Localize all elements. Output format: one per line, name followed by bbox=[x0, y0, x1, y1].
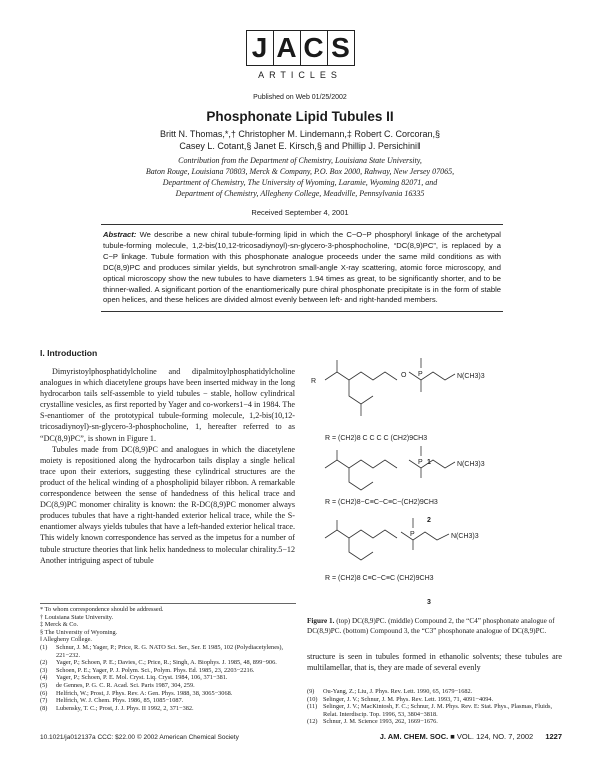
author-list bbox=[0, 128, 600, 152]
reference-item bbox=[307, 703, 562, 718]
reference-text: Schnur, J. M. Science 1993, 262, 1669−1676. bbox=[323, 718, 438, 726]
reference-number: (7) bbox=[40, 697, 48, 705]
reference-number: (12) bbox=[307, 718, 318, 726]
reference-item bbox=[307, 688, 562, 696]
compound-number: 3 bbox=[427, 599, 431, 606]
affiliation-line: Baton Rouge, Louisiana 70803, Merck & Company, P.O. Box 2000, Rahway, New Jersey 07065, bbox=[145, 167, 455, 176]
reference-text: Helfrich, W.; Prost, J. Phys. Rev. A: Gen. Phys. 1988, 38, 3065−3068. bbox=[56, 689, 233, 697]
reference-list bbox=[307, 688, 562, 726]
affiliations bbox=[0, 155, 600, 199]
body-left-column bbox=[40, 366, 295, 566]
reference-text: Yager, P.; Schoen, P. E. Mol. Cryst. Liq. Cryst. 1984, 106, 371−381. bbox=[56, 674, 228, 682]
journal-logo bbox=[0, 30, 600, 66]
structure-3 bbox=[325, 518, 449, 560]
page-title: Phosphonate Lipid Tubules II bbox=[206, 109, 394, 124]
logo-letter: A bbox=[274, 31, 301, 65]
reference-item bbox=[40, 644, 296, 659]
reference-text: Schnur, J. M.; Yager, P.; Price, R. G. NATO Sci. Ser., Ser. E 1985, 102 (Polydiacetylenes), 221−232. bbox=[56, 643, 284, 659]
logo-letter: J bbox=[247, 31, 274, 65]
chain-label: R = (CH2)8 C C C C (CH2)9CH3 bbox=[325, 435, 428, 442]
publication-date: Published on Web 01/25/2002 bbox=[253, 94, 347, 101]
reference-text: Ou-Yang, Z.; Liu, J. Phys. Rev. Lett. 1990, 65, 1679−1682. bbox=[323, 688, 473, 695]
section-label: ARTICLES bbox=[258, 70, 342, 80]
affiliation-line: Department of Chemistry, The University of Wyoming, Laramie, Wyoming 82071, and bbox=[162, 178, 438, 187]
reference-item bbox=[307, 696, 562, 704]
journal-footer: J. AM. CHEM. SOC. ■ VOL. 124, NO. 7, 2002 1227 bbox=[379, 732, 562, 741]
received-date: Received September 4, 2001 bbox=[251, 208, 349, 217]
reference-item bbox=[40, 674, 296, 682]
footnote: † Louisiana State University. bbox=[40, 613, 114, 621]
reference-text: Lubensky, T. C.; Prost, J. J. Phys. II 1992, 2, 371−382. bbox=[56, 704, 194, 712]
reference-number: (10) bbox=[307, 695, 318, 703]
abstract bbox=[101, 224, 503, 312]
footnote: ‡ Merck & Co. bbox=[40, 621, 79, 629]
abstract-label: Abstract: bbox=[103, 230, 137, 239]
atom-label: O bbox=[401, 372, 407, 379]
atom-label: R bbox=[311, 378, 317, 385]
volume-info: VOL. 124, NO. 7, 2002 bbox=[456, 732, 534, 741]
reference-text: Helfrich, W. J. Chem. Phys. 1986, 85, 1085−1087. bbox=[56, 697, 184, 705]
reference-list-right bbox=[307, 688, 562, 726]
paragraph: Dimyristoylphosphatidylcholine and dipalmitoylphosphatidylcholine analogues in which diacetylene groups have been inserted midway in the long hydrocarbon tails self-assemble to yield tubules − stable, hollow cylindrical crystalline vesicles, as first reported by Yager and co-workers1−4 in 1984. The S-enantiomer of the prototypical tubule-forming molecule, 1,2-bis(10,12-tricosadiynoyl)-sn-glycero-3-phosphocholine, 1, hereafter referred to as “DC(8,9)PC”, is shown in Figure 1. bbox=[40, 367, 295, 443]
footnote: * To whom correspondence should be addressed. bbox=[40, 606, 164, 613]
atom-label: N(CH3)3 bbox=[457, 373, 485, 380]
reference-item bbox=[40, 690, 296, 698]
atom-label: P bbox=[418, 459, 423, 466]
reference-item bbox=[40, 667, 296, 675]
figure-1-structures bbox=[305, 350, 563, 612]
structure-1 bbox=[325, 358, 455, 416]
reference-number: (6) bbox=[40, 689, 48, 697]
reference-number: (2) bbox=[40, 659, 48, 667]
reference-text: Selinger, J. V.; MacKintosh, F. C.; Schnur, J. M. Phys. Rev. E: Stat. Phys., Plasmas, Fluids, Relat. Interdiscip. Top. 1996, 53, 3804−3818. bbox=[323, 703, 553, 718]
chain-label: R = (CH2)8−C≡C−C≡C−(CH2)9CH3 bbox=[325, 499, 438, 506]
atom-label: P bbox=[410, 531, 415, 538]
logo-letter: S bbox=[331, 32, 350, 63]
reference-text: de Gennes, P. G. C. R. Acad. Sci. Paris 1987, 304, 259. bbox=[56, 681, 195, 689]
footnote: ‖ Allegheny College. bbox=[40, 636, 92, 644]
reference-item bbox=[40, 705, 296, 713]
reference-number: (11) bbox=[307, 703, 318, 711]
reference-number: (5) bbox=[40, 681, 48, 689]
notes-and-references bbox=[40, 603, 296, 712]
caption-text: (top) DC(8,9)PC. (middle) Compound 2, the “C4” phosphonate analogue of DC(8,9)PC. (bottom) Compound 3, the “C3” phosphonate analogue of DC(8,9)PC. bbox=[307, 617, 555, 635]
body-right-column: structure is seen in tubules formed in ethanolic solvents; these tubules are multilamellar, that is, they are made of several evenly bbox=[307, 652, 562, 673]
reference-number: (3) bbox=[40, 666, 48, 674]
reference-number: (9) bbox=[307, 688, 315, 695]
compound-number: 1 bbox=[427, 459, 431, 466]
structure-2 bbox=[325, 446, 455, 490]
reference-item bbox=[40, 682, 296, 690]
logo-letter: C bbox=[301, 31, 328, 65]
page-number: 1227 bbox=[545, 732, 562, 741]
atom-label: N(CH3)3 bbox=[451, 533, 479, 540]
caption-label: Figure 1. bbox=[307, 617, 335, 625]
affiliation-line: Contribution from the Department of Chemistry, Louisiana State University, bbox=[178, 156, 422, 165]
atom-label: N(CH3)3 bbox=[457, 461, 485, 468]
paragraph: Tubules made from DC(8,9)PC and analogues in which the diacetylene moiety is repositioned along the hydrocarbon tails display a single helical trace upon their exteriors, suggesting these cylindrical structures are the product of the helical winding of a phospholipid bilayer ribbon. A remarkable correspondence between the sense of handedness of this helical trace and DC(8,9)PC monomer chirality is known: the R-DC(8,9)PC monomer always produces tubules that have a right-handed exterior helical trace, while the S- enantiomer always yields tubules that have a left-handed exterior helical trace. This widely known correspondence has served as the impetus for a number of tubule structure theories that link helix handedness to molecular chirality.5−12 Another intriguing aspect of tubule bbox=[40, 444, 295, 565]
reference-item bbox=[40, 697, 296, 705]
reference-number: (4) bbox=[40, 674, 48, 682]
reference-item bbox=[307, 718, 562, 726]
abstract-text: We describe a new chiral tubule-forming lipid in which the C−O−P phosphoryl linkage of the archetypal tubule-forming molecule, 1,2-bis(10,12-tricosadiynoyl)-sn-glycero-3-phosphocholine, “DC(8,9)PC”, is replaced by a C−P linkage. Tubule formation with this phosphonate analogue proceeds under the same mild conditions as with DC(8,9)PC and produces similar yields, but synchrotron small-angle X-ray scattering, atomic force microscopy, and optical microscopy show the new tubules to have diameters 1.94 times as great, to be significantly shorter, and to be thinner-walled. A significant portion of the enantiomerically pure chiral phosphonate precipitate is in the form of stable open helices, and these helices are divided almost evenly between left- and right-handed members. bbox=[103, 230, 501, 305]
reference-text: Schoen, P. E.; Yager, P. J. Polym. Sci., Polym. Phys. Ed. 1985, 23, 2203−2216. bbox=[56, 666, 255, 674]
reference-item bbox=[40, 659, 296, 667]
reference-number: (8) bbox=[40, 704, 48, 712]
affiliation-line: Department of Chemistry, Allegheny College, Meadville, Pennsylvania 16335 bbox=[175, 189, 425, 198]
reference-text: Selinger, J. V.; Schnur, J. M. Phys. Rev. Lett. 1993, 71, 4091−4094. bbox=[323, 695, 494, 703]
compound-number: 2 bbox=[427, 517, 431, 524]
author-line: Casey L. Cotant,§ Janet E. Kirsch,§ and Phillip J. Persichini‖ bbox=[179, 141, 421, 151]
figure-caption bbox=[307, 617, 562, 636]
journal-name: J. AM. CHEM. SOC. bbox=[379, 732, 449, 741]
reference-text: Yager, P.; Schoen, P. E.; Davies, C.; Price, R.; Singh, A. Biophys. J. 1985, 48, 899−906. bbox=[56, 659, 277, 667]
reference-number: (1) bbox=[40, 643, 48, 651]
author-line: Britt N. Thomas,*,† Christopher M. Lindemann,‡ Robert C. Corcoran,§ bbox=[160, 129, 440, 139]
footnote: § The University of Wyoming. bbox=[40, 628, 118, 636]
atom-label: P bbox=[418, 371, 423, 378]
section-heading: I. Introduction bbox=[40, 348, 98, 358]
chain-label: R = (CH2)8 C≡C−C≡C (CH2)9CH3 bbox=[325, 575, 434, 582]
reference-list bbox=[40, 644, 296, 712]
doi-line: 10.1021/ja012137a CCC: $22.00 © 2002 American Chemical Society bbox=[40, 734, 239, 741]
